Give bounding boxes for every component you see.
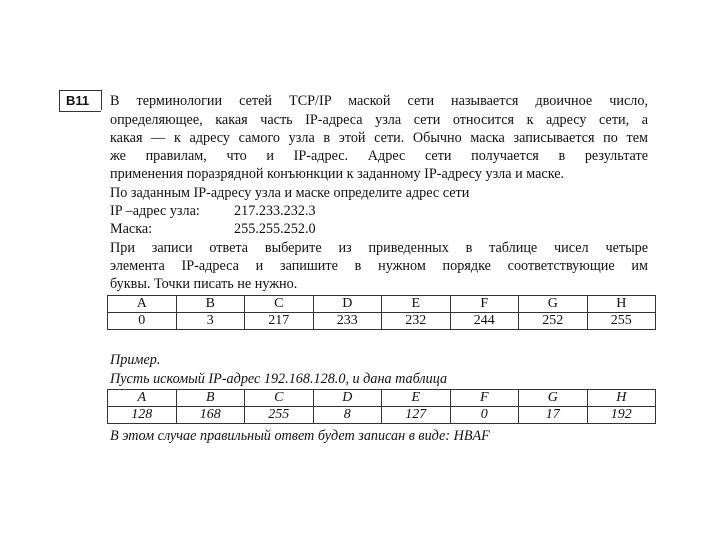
paragraph-line-4: же правилам, что и IP-адрес. Адрес сети получается в результате [110,148,648,164]
example-value: 127 [382,407,451,424]
table-letter: H [587,296,656,313]
table-value: 0 [108,313,177,330]
table-value: 244 [450,313,519,330]
answer-table [107,295,656,330]
ip-label: IP –адрес узла: [110,203,200,219]
example-answer: В этом случае правильный ответ будет записан в виде: HBAF [110,428,490,444]
example-letter: G [519,390,588,407]
example-value: 255 [245,407,314,424]
table-letter: C [245,296,314,313]
table-value: 255 [587,313,656,330]
example-letter: H [587,390,656,407]
table-value: 232 [382,313,451,330]
task-number-label: B11 [59,90,101,112]
example-value: 168 [176,407,245,424]
example-value: 17 [519,407,588,424]
table-letter: D [313,296,382,313]
table-letter: E [382,296,451,313]
example-value: 128 [108,407,177,424]
instruction-line-3: буквы. Точки писать не нужно. [110,276,298,292]
table-value: 252 [519,313,588,330]
example-table [107,389,656,424]
paragraph-line-3: какая — к адресу самого узла в этой сети. Обычно маска записывается по тем [110,130,648,146]
example-intro: Пусть искомый IP-адрес 192.168.128.0, и дана таблица [110,371,448,387]
table-letter: G [519,296,588,313]
paragraph-line-5: применения поразрядной конъюнкции к заданному IP-адресу узла и маске. [110,166,565,182]
paragraph-line-2: определяющее, какая часть IP-адреса узла сети относится к адресу сети, а [110,112,648,128]
example-table-values-row [108,407,656,424]
instruction-line-1: При записи ответа выберите из приведенных в таблице чисел четыре [110,240,648,256]
example-title: Пример. [110,352,161,368]
answer-table-values-row [108,313,656,330]
instruction-line-2: элемента IP-адреса и запишите в нужном порядке соответствующие им [110,258,648,274]
ip-value: 217.233.232.3 [234,203,316,219]
example-value: 0 [450,407,519,424]
table-letter: F [450,296,519,313]
example-letter: C [245,390,314,407]
question-text: По заданным IP-адресу узла и маске определите адрес сети [110,185,470,201]
table-value: 3 [176,313,245,330]
example-letter: A [108,390,177,407]
mask-value: 255.255.252.0 [234,221,316,237]
example-letter: E [382,390,451,407]
example-value: 8 [313,407,382,424]
table-value: 233 [313,313,382,330]
table-letter: A [108,296,177,313]
example-letter: D [313,390,382,407]
table-letter: B [176,296,245,313]
mask-label: Маска: [110,221,153,237]
label-divider [101,90,102,110]
example-letter: F [450,390,519,407]
example-letter: B [176,390,245,407]
table-value: 217 [245,313,314,330]
paragraph-line-1: В терминологии сетей TCP/IP маской сети называется двоичное число, [110,93,648,109]
answer-table-letters-row [108,296,656,313]
example-value: 192 [587,407,656,424]
example-table-letters-row [108,390,656,407]
